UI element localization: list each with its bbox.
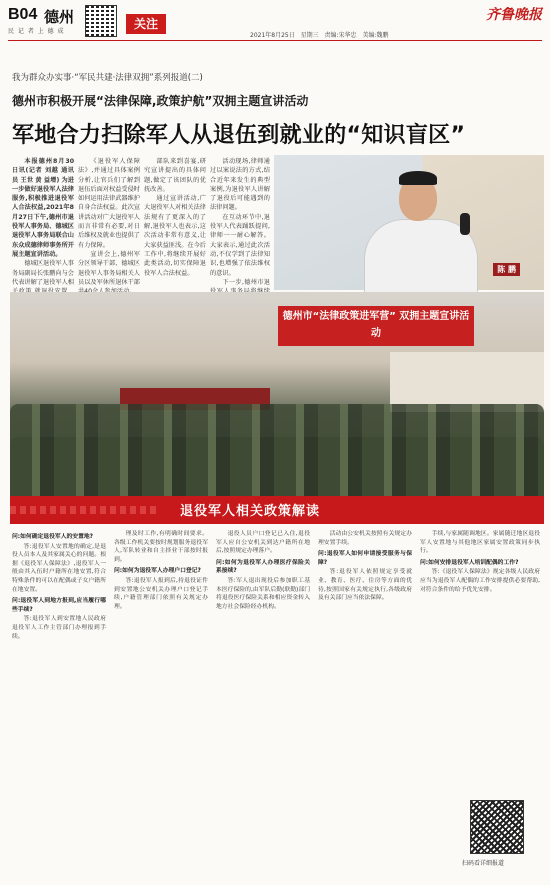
policy-column-3 bbox=[216, 530, 310, 880]
microphone-icon bbox=[460, 213, 470, 235]
question: 问:如何安排退役军人培训配偶的工作? bbox=[420, 559, 519, 566]
qr-code-icon[interactable] bbox=[470, 800, 524, 854]
policy-section-title: 退役军人相关政策解读 bbox=[180, 504, 321, 519]
event-banner: 德州市“法律政策进军营” 双拥主题宣讲活动 bbox=[278, 306, 474, 346]
article-column-4 bbox=[210, 157, 270, 289]
article-subhead: 德州市积极开展“法律保障,政策护航”双拥主题宣讲活动 bbox=[12, 94, 309, 108]
newspaper-logo: 齐鲁晚报 bbox=[486, 7, 542, 23]
paragraph: 《退役军人保障法》,并通过具体案例分析,让官兵们了解到退伍后面对权益受侵时如何运用法律武器维护自身合法权益。此次宣讲活动对广大退役军人而言非常有必要,对日后维权及就业也提供了有力保障。 bbox=[78, 158, 140, 249]
policy-column-2 bbox=[114, 530, 208, 880]
speaker-hair bbox=[399, 171, 437, 185]
article-column-1 bbox=[12, 157, 74, 289]
answer: 理及时工作,有明确时间要求。各级工作机关要按时规划服务退役军人,军队转业和自主择业干部按时报到。 bbox=[114, 531, 208, 563]
masthead-sub: 民 记 者 上 德 成 bbox=[8, 28, 65, 35]
band-decoration bbox=[10, 506, 160, 514]
paragraph: 在互动环节中,退役军人代表踊跃提问,律师一一耐心解答。大家表示,通过此次活动,不仅学到了法律知识,也增强了依法维权的意识。 bbox=[210, 213, 270, 277]
question: 问:如何为退役军人办理户口登记? bbox=[114, 568, 201, 575]
masthead-divider bbox=[8, 40, 542, 41]
section-tag: 关注 bbox=[126, 14, 166, 34]
paragraph: 下一步,德州市退 bbox=[222, 278, 270, 286]
policy-column-1 bbox=[12, 530, 106, 880]
section-name: 德州 bbox=[44, 8, 75, 26]
question: 问:如何确定退役军人的安置地? bbox=[12, 534, 94, 540]
paragraph: 德城区退役军人事务局副局长张鹏向与会代表讲解了退役军人相 bbox=[12, 260, 74, 286]
answer: 答:退役军人安置地的确定,是退役人员本人及其家属关心的问题。根据《退役军人保障法》,退役军人一般由其入伍时户籍所在地安置,符合特殊条件的可以在配偶或子女户籍所在地安置。 bbox=[12, 543, 106, 593]
paragraph: 活动现场,律师通过以案说法的方式,结合近年来发生的典型案例,为退役军人讲解了退役后可能遇到的法律问题。 bbox=[210, 158, 270, 212]
qr-caption: 扫码看详细报道 bbox=[462, 860, 505, 867]
answer: 退役人员户口登记已入住,退役军人应自公安机关到达户籍所在地后,按照规定办理落户。 bbox=[216, 531, 310, 555]
answer: 答:退役军人报到后,持退役证件到安置地公安机关办理户口登记手续,户籍管理部门依照有关规定办理。 bbox=[114, 577, 208, 610]
issue-info: 2021年8月25日 星期三 责编:宋华忠 美编:魏鹏 bbox=[250, 32, 389, 39]
question: 问:如何为退役军人办理医疗保险关系接续? bbox=[216, 559, 310, 575]
paragraph: 本报德州8月30日讯(记者 刘越 通讯员 王世 黄 益增) 为进一步做好退役军人法律服务,积极推进退役军人合法权益,2021年8月27日下午,德州市退役军人事务局、德城区退役军人事务局联合山东众成德律师事务所开展主题宣讲活动。 bbox=[12, 158, 74, 258]
paragraph: 部队来到喜宴,研究宣讲提出的具体问题,做定了该团队的优抚改善。 bbox=[144, 158, 206, 193]
paragraph: 宣讲会上,德州军分区领导干部、德城区退役军人事务局相关人员以及军休所退休干部 bbox=[78, 250, 140, 286]
masthead bbox=[0, 0, 550, 40]
answer: 答:退役军人到安置地人民政府退役军人工作主管部门办理报到手续。 bbox=[12, 616, 106, 640]
stage bbox=[390, 352, 544, 412]
speaker-photo bbox=[274, 155, 544, 290]
article-column-3 bbox=[144, 157, 206, 289]
answer: 答:《退役军人保障法》规定各级人民政府应当为退役军人配偶的工作安排提供必要帮助,对符合条件的给予优先安排。 bbox=[420, 569, 540, 593]
article-column-2 bbox=[78, 157, 140, 289]
photo-caption: 陈 鹏 bbox=[493, 263, 520, 276]
question: 问:退役军人如何申请接受服务与保障? bbox=[318, 551, 412, 566]
page-number: B04 bbox=[8, 6, 38, 23]
question: 问:退役军人到地方报到,应当履行哪些手续? bbox=[12, 598, 106, 613]
qr-code-icon bbox=[85, 5, 117, 37]
article-headline: 军地合力扫除军人从退伍到就业的“知识盲区” bbox=[12, 123, 466, 148]
answer: 答:退役军人依照规定享受就业、教育、医疗、住房等方面的优待,按照国家有关规定执行,各级政府及有关部门应当依法保障。 bbox=[318, 569, 412, 602]
policy-column-5 bbox=[420, 530, 540, 792]
paragraph: 通过宣讲活动,广大退役军人对相关法律法规有了更深入的了解,退役军人也表示,这次活动非常有意义,让大家获益匪浅。在今后工作中,将继续开展好此类活动,切实保障退役军人合法权益。 bbox=[144, 195, 206, 277]
audience-photo bbox=[10, 292, 544, 492]
answer: 答:军人退出现役后参加职工基本医疗保险的,由军队后勤(联勤)部门将退役医疗保险关系和相应资金转入地方社会保险经办机构。 bbox=[216, 577, 310, 610]
answer: 手续,与家属随调地区。家属随迁地区退役军人安置地与其他地区家属安置政策同步执行。 bbox=[420, 531, 540, 555]
answer: 活动由公安机关按照有关规定办理安置手续。 bbox=[318, 531, 412, 546]
article-kicker: 我为群众办实事·“军民共建·法律双拥”系列报道(二) bbox=[12, 73, 203, 83]
policy-column-4 bbox=[318, 530, 412, 880]
